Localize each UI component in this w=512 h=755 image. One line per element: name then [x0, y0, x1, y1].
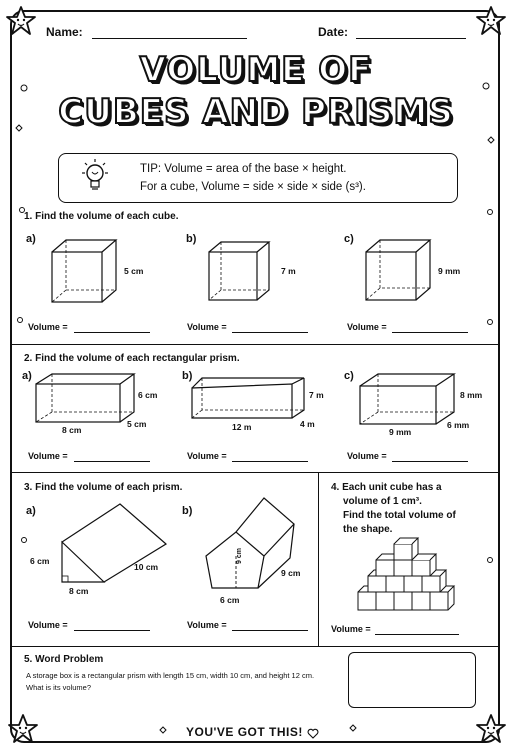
volume-label: Volume =: [28, 322, 68, 332]
volume-label: Volume =: [347, 451, 387, 461]
section2-title: 2. Find the volume of each rectangular prism.: [24, 353, 240, 364]
section1-title: 1. Find the volume of each cube.: [24, 211, 179, 222]
prism3-a-length: 10 cm: [134, 562, 159, 572]
section3-title: 3. Find the volume of each prism.: [24, 482, 183, 493]
volume-label: Volume =: [187, 620, 227, 630]
prism3-b-length: 9 cm: [281, 568, 301, 578]
tip-text-line2: For a cube, Volume = side × side × side (s³).: [140, 181, 366, 193]
tip-text-line1: TIP: Volume = area of the base × height.: [140, 163, 347, 175]
word-problem-line1: A storage box is a rectangular prism with length 15 cm, width 10 cm, and height 12 cm.: [26, 671, 315, 680]
section4-line1: 4. Each unit cube has a: [331, 482, 442, 493]
prism-c-label: c): [344, 370, 354, 382]
prism-a-label: a): [22, 370, 32, 382]
prism-b-height: 7 m: [309, 390, 324, 400]
volume-label: Volume =: [187, 451, 227, 461]
prism-c-length: 9 mm: [389, 427, 412, 437]
section4-line3: Find the total volume of: [343, 510, 456, 521]
prism3-a-height: 6 cm: [30, 556, 50, 566]
name-label: Name:: [46, 25, 83, 39]
prism3-b-label: b): [182, 505, 193, 517]
prism3-a-base: 8 cm: [69, 586, 89, 596]
volume-label: Volume =: [331, 624, 371, 634]
section5-title: 5. Word Problem: [24, 654, 104, 665]
prism-a-length: 8 cm: [62, 425, 82, 435]
prism-c-height: 8 mm: [460, 390, 483, 400]
prism-a-height: 6 cm: [138, 390, 158, 400]
cube-b-dimension: 7 m: [281, 266, 296, 276]
prism3-a-label: a): [26, 505, 36, 517]
section4-line4: the shape.: [343, 524, 393, 535]
cube-c-label: c): [344, 233, 354, 245]
cube-a-label: a): [26, 233, 36, 245]
prism-b-length: 12 m: [232, 422, 252, 432]
prism-b-width: 4 m: [300, 419, 315, 429]
page-title-line1: VOLUME OF: [139, 50, 373, 90]
cube-b-label: b): [186, 233, 197, 245]
prism3-b-base: 6 cm: [220, 595, 240, 605]
cube-a-dimension: 5 cm: [124, 266, 144, 276]
cube-c-dimension: 9 mm: [438, 266, 461, 276]
word-problem-line2: What is its volume?: [26, 683, 92, 692]
section4-line2: volume of 1 cm³.: [343, 496, 422, 507]
prism-a-width: 5 cm: [127, 419, 147, 429]
volume-label: Volume =: [28, 451, 68, 461]
footer-text: YOU'VE GOT THIS!: [186, 725, 303, 739]
volume-label: Volume =: [347, 322, 387, 332]
page-title-line2: CUBES AND PRISMS: [58, 92, 454, 132]
volume-label: Volume =: [28, 620, 68, 630]
volume-label: Volume =: [187, 322, 227, 332]
prism-b-label: b): [182, 370, 193, 382]
date-label: Date:: [318, 25, 349, 39]
prism-c-width: 6 mm: [447, 420, 470, 430]
prism3-b-inner-height: 9 cm: [236, 548, 243, 564]
